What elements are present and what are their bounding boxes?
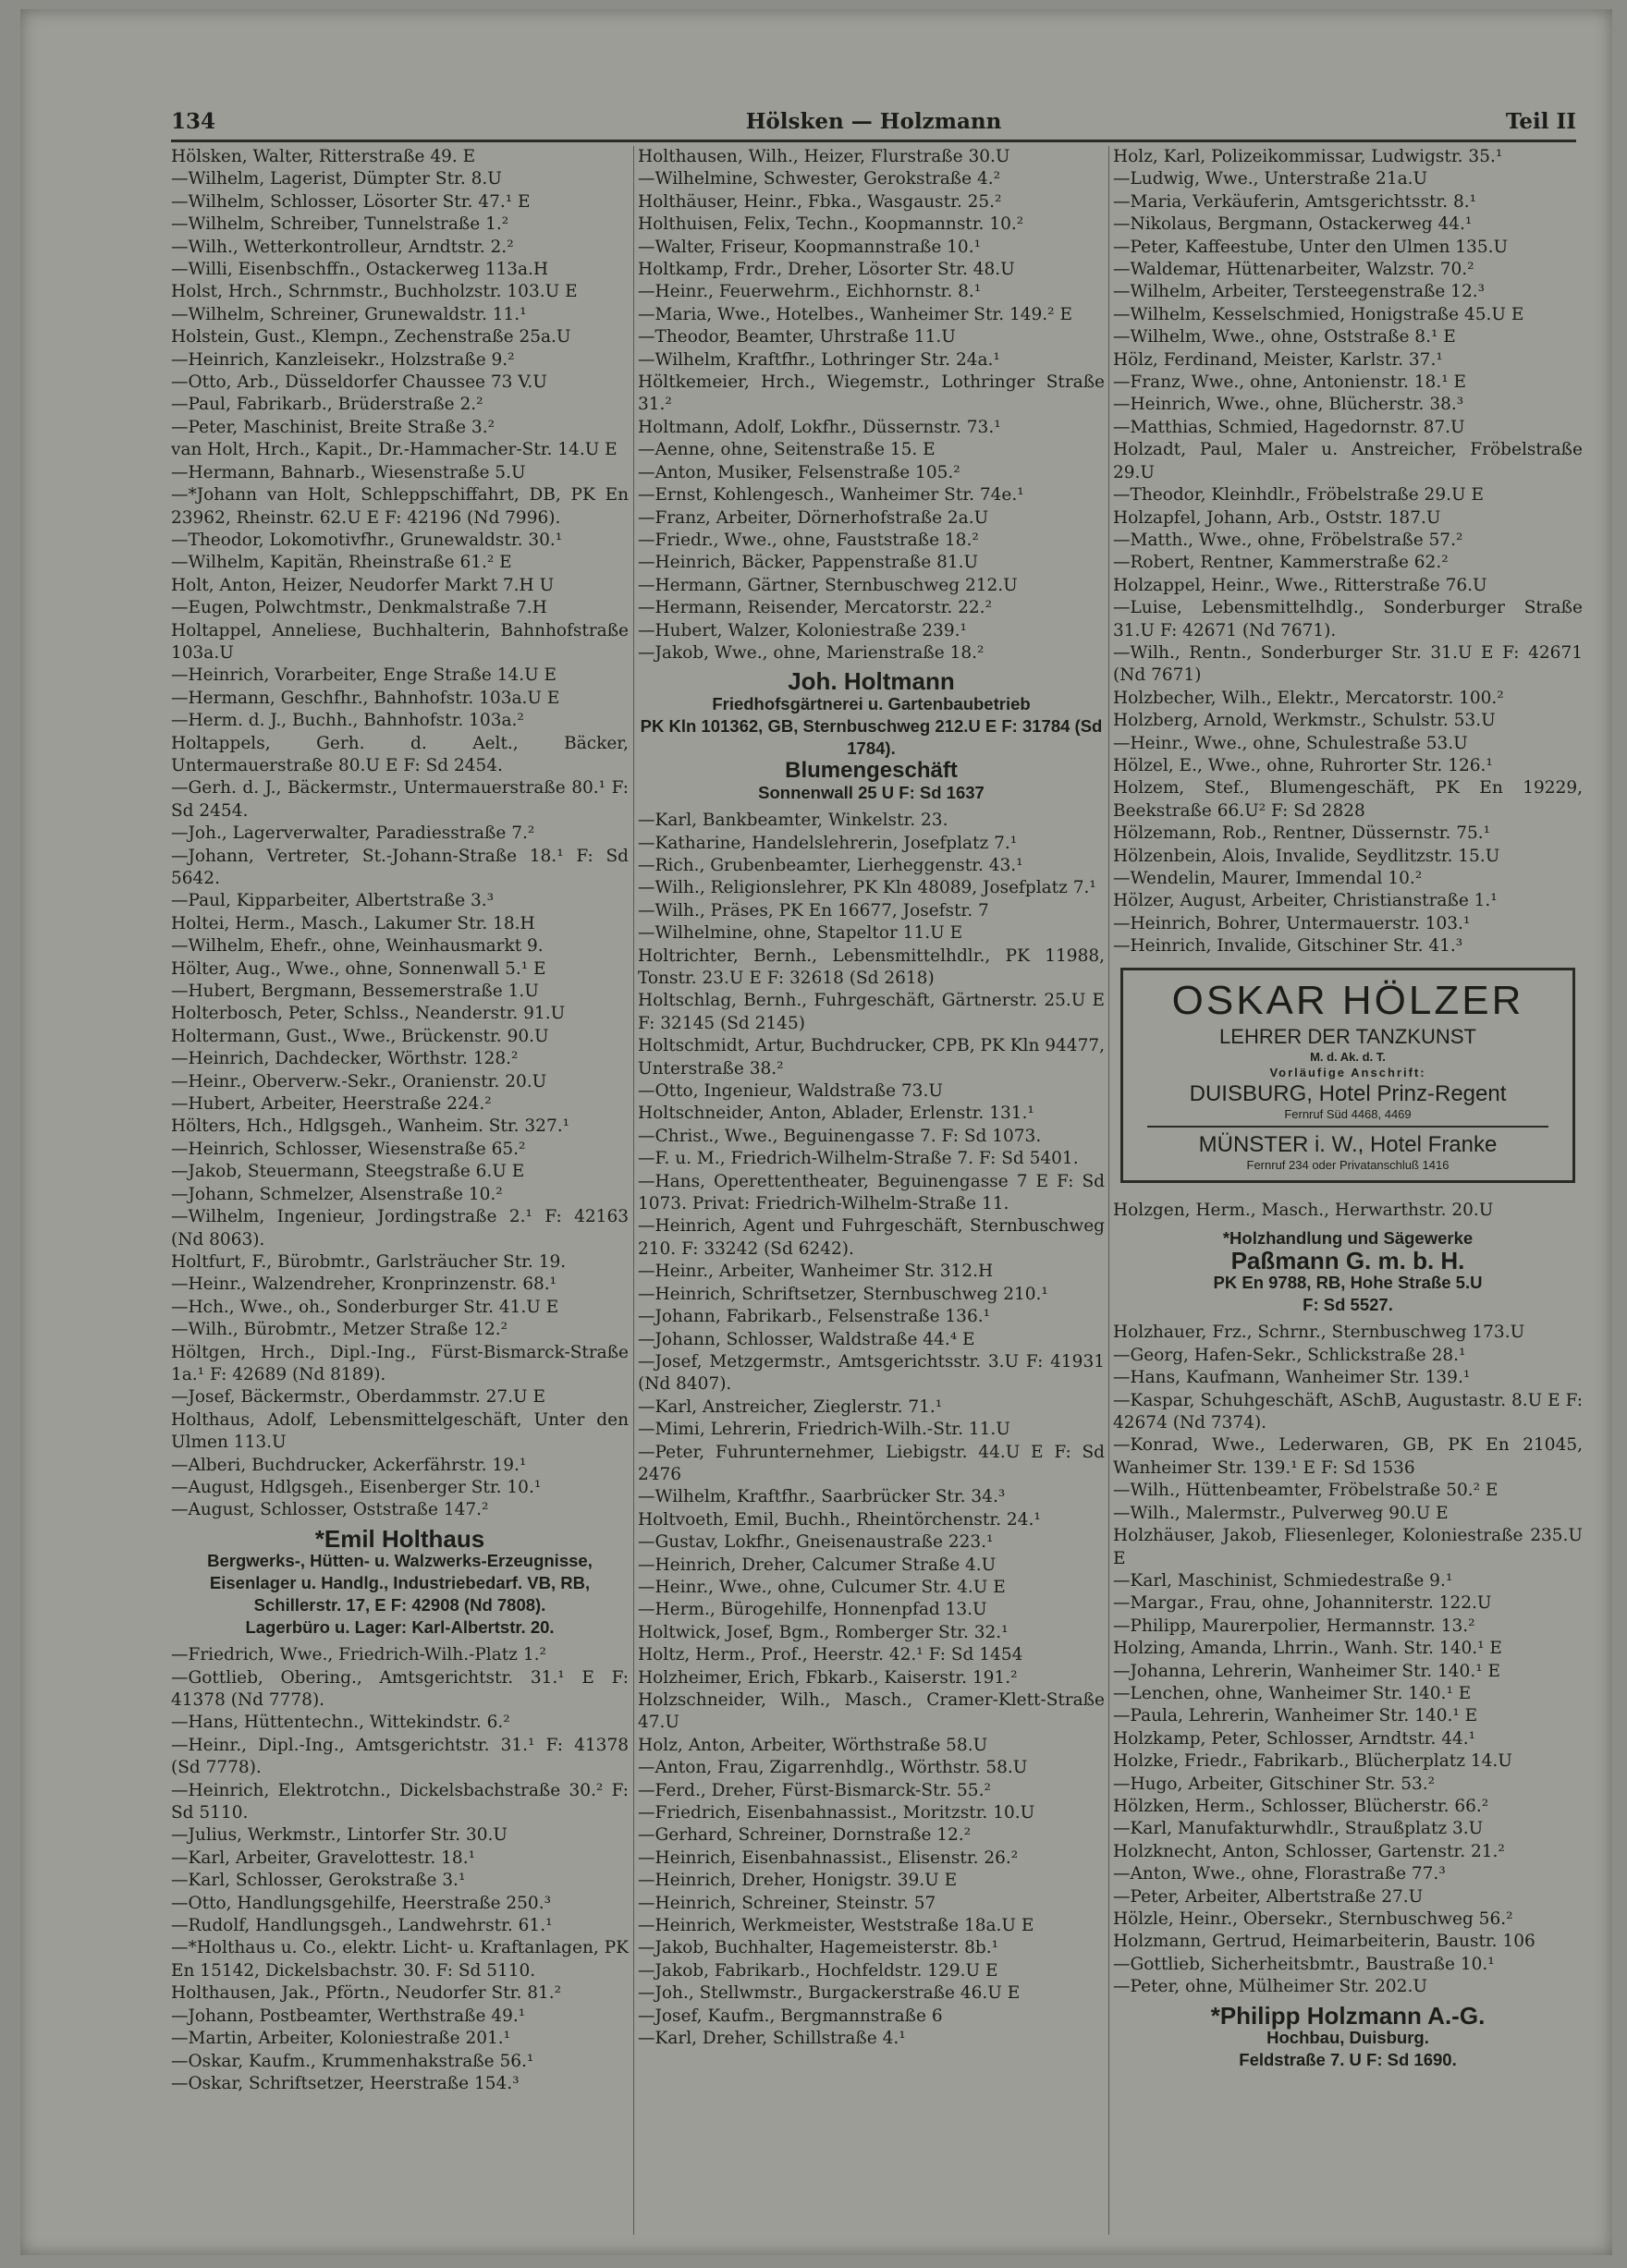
directory-entry: —Philipp, Maurerpolier, Hermannstr. 13.² — [1113, 1616, 1475, 1636]
directory-entry: Holzgen, Herm., Masch., Herwarthstr. 20.U — [1113, 1200, 1494, 1220]
ad-subheading: Blumengeschäft — [785, 757, 958, 783]
directory-entry: —Wilhelm, Schreiner, Grunewaldstr. 11.¹ — [171, 304, 527, 324]
directory-entry: Hölzemann, Rob., Rentner, Düssernstr. 75.¹ — [1113, 823, 1491, 844]
directory-entry: Holthausen, Wilh., Heizer, Flurstraße 30.U — [638, 147, 1010, 166]
ad-line: PK En 9788, RB, Hohe Straße 5.U — [1213, 1273, 1483, 1293]
directory-entry: Holt, Anton, Heizer, Neudorfer Markt 7.H U — [171, 575, 555, 595]
directory-entry: —Anton, Frau, Zigarrenhdlg., Wörthstr. 58.U — [638, 1758, 1028, 1778]
directory-entry: —Wilhelmine, ohne, Stapeltor 11.U E — [638, 923, 963, 944]
directory-entry: —Matthias, Schmied, Hagedornstr. 87.U — [1113, 417, 1465, 437]
ad-name: OSKAR HÖLZER — [1171, 977, 1524, 1023]
directory-entry: —Paula, Lehrerin, Wanheimer Str. 140.¹ E — [1113, 1706, 1478, 1726]
directory-entry: —Wilh., Malermstr., Pulverweg 90.U E — [1113, 1503, 1449, 1523]
directory-entry: —Wilh., Wetterkontrolleur, Arndtstr. 2.² — [171, 237, 514, 257]
directory-entry: —Katharine, Handelslehrerin, Josefplatz 7.¹ — [638, 833, 1018, 853]
directory-entry: —Heinrich, Vorarbeiter, Enge Straße 14.U E — [171, 665, 557, 686]
directory-entry: Holz, Anton, Arbeiter, Wörthstraße 58.U — [638, 1735, 988, 1755]
directory-entry: Holtmann, Adolf, Lokfhr., Düssernstr. 73.¹ — [638, 417, 1001, 437]
directory-entry: —F. u. M., Friedrich-Wilhelm-Straße 7. F: Sd 5401. — [638, 1149, 1079, 1169]
ad-passmann — [1113, 1227, 1583, 1316]
ad-title: LEHRER DER TANZKUNST — [1219, 1024, 1476, 1048]
directory-entry: —Heinrich, Wwe., ohne, Blücherstr. 38.³ — [1113, 395, 1464, 415]
directory-entry: —Anton, Wwe., ohne, Florastraße 77.³ — [1113, 1864, 1446, 1884]
directory-entry: —Wilh., Rentn., Sonderburger Str. 31.U E F: 42671 (Nd 7671) — [1113, 642, 1583, 686]
directory-entry: —Gerhard, Schreiner, Dornstraße 12.² — [638, 1825, 972, 1846]
ad-phone: Fernruf Süd 4468, 4469 — [1284, 1106, 1412, 1121]
directory-entry: Holzing, Amanda, Lhrrin., Wanh. Str. 140.¹ E — [1113, 1639, 1502, 1659]
directory-entry: —Maria, Verkäuferin, Amtsgerichtsstr. 8.¹ — [1113, 191, 1477, 212]
directory-entry: —Mimi, Lehrerin, Friedrich-Wilh.-Str. 11.U — [638, 1420, 1010, 1440]
directory-entry: Holzkamp, Peter, Schlosser, Arndtstr. 44.¹ — [1113, 1728, 1476, 1749]
directory-entry: —Walter, Friseur, Koopmannstraße 10.¹ — [638, 237, 982, 257]
directory-entry: —Johann, Postbeamter, Werthstraße 49.¹ — [171, 2006, 526, 2026]
directory-entry: —Matth., Wwe., ohne, Fröbelstraße 57.² — [1113, 530, 1463, 550]
directory-entry: —Oskar, Schriftsetzer, Heerstraße 154.³ — [171, 2073, 520, 2093]
directory-entry: —Heinrich, Dreher, Honigstr. 39.U E — [638, 1871, 958, 1891]
directory-entry: —Heinr., Dipl.-Ing., Amtsgerichtstr. 31.¹ F: 41378 (Sd 7778). — [171, 1735, 629, 1778]
directory-entry: —Joh., Lagerverwalter, Paradiesstraße 7.² — [171, 823, 535, 844]
ad-philipp-holzmann — [1113, 2001, 1583, 2071]
column-divider — [633, 146, 634, 2235]
directory-entry: —Rudolf, Handlungsgeh., Landwehrstr. 61.¹ — [171, 1916, 553, 1936]
directory-entry: Holzschneider, Wilh., Masch., Cramer-Klett-Straße 47.U — [638, 1690, 1105, 1733]
directory-entry: —Heinr., Wwe., ohne, Schulestraße 53.U — [1113, 733, 1468, 753]
directory-entry: —Wilh., Präses, PK En 16677, Josefstr. 7 — [638, 900, 989, 921]
directory-entry: Holtschmidt, Artur, Buchdrucker, CPB, PK Kln 94477, Unterstraße 38.² — [638, 1036, 1105, 1079]
directory-entry: —Friedr., Wwe., ohne, Fauststraße 18.² — [638, 530, 979, 550]
directory-entry: Holtappels, Gerh. d. Aelt., Bäcker, Untermauerstraße 80.U E F: Sd 2454. — [171, 733, 629, 775]
directory-entry: Hölzel, E., Wwe., ohne, Ruhrorter Str. 126.¹ — [1113, 755, 1493, 775]
ad-name: Paßmann G. m. b. H. — [1230, 1247, 1465, 1275]
ad-line: Hochbau, Duisburg. — [1266, 2028, 1429, 2048]
directory-entry: —Oskar, Kaufm., Krummenhakstraße 56.¹ — [171, 2051, 534, 2071]
directory-entry: —Karl, Manufakturwhdlr., Straußplatz 3.U — [1113, 1819, 1484, 1839]
directory-entry: Holstein, Gust., Klempn., Zechenstraße 25a.U — [171, 327, 571, 348]
directory-entry: —Kaspar, Schuhgeschäft, ASchB, Augustastr. 8.U E F: 42674 (Nd 7374). — [1113, 1390, 1583, 1433]
directory-entry: —Franz, Arbeiter, Dörnerhofstraße 2a.U — [638, 507, 989, 528]
directory-entry: —Alberi, Buchdrucker, Ackerfährstr. 19.¹ — [171, 1455, 527, 1475]
directory-entry: —Heinrich, Eisenbahnassist., Elisenstr. 26.² — [638, 1847, 1019, 1868]
directory-entry: Holthuisen, Felix, Techn., Koopmannstr. 10.² — [638, 214, 1024, 235]
directory-entry: Höltkemeier, Hrch., Wiegemstr., Lothringer Straße 31.² — [638, 372, 1105, 415]
ad-note: Vorläufige Anschrift: — [1269, 1065, 1426, 1079]
directory-entry: —Karl, Bankbeamter, Winkelstr. 23. — [638, 811, 948, 831]
directory-entry: —Wilhelmine, Schwester, Gerokstraße 4.² — [638, 169, 1001, 189]
directory-entry: —Johann, Vertreter, St.-Johann-Straße 18.¹ F: Sd 5642. — [171, 846, 629, 888]
ad-name: *Philipp Holzmann A.-G. — [1210, 2001, 1486, 2030]
directory-entry: —Johann, Schmelzer, Alsenstraße 10.² — [171, 1184, 503, 1204]
directory-entry: Holzem, Stef., Blumengeschäft, PK En 19229, Beekstraße 66.U² F: Sd 2828 — [1113, 778, 1583, 821]
directory-entry: —Hans, Operettentheater, Beguinengasse 7 E F: Sd 1073. Privat: Friedrich-Wilhelm-Straße 11. — [638, 1171, 1105, 1214]
ad-line: Sonnenwall 25 U F: Sd 1637 — [758, 783, 985, 803]
directory-entry: —Heinr., Arbeiter, Wanheimer Str. 312.H — [638, 1262, 994, 1282]
directory-entry: Holzbecher, Wilh., Elektr., Mercatorstr. 100.² — [1113, 688, 1504, 708]
directory-entry: Holzadt, Paul, Maler u. Anstreicher, Fröbelstraße 29.U — [1113, 440, 1583, 482]
directory-entry: —Wilhelm, Lagerist, Dümpter Str. 8.U — [171, 169, 502, 189]
directory-entry: Holzhäuser, Jakob, Fliesenleger, Koloniestraße 235.U E — [1113, 1526, 1583, 1568]
directory-entry: —Hermann, Bahnarb., Wiesenstraße 5.U — [171, 462, 526, 482]
directory-entry: —Hermann, Gärtner, Sternbuschweg 212.U — [638, 575, 1018, 595]
directory-entry: —Waldemar, Hüttenarbeiter, Walzstr. 70.² — [1113, 260, 1474, 280]
directory-entry: Holtvoeth, Emil, Buchh., Rheintörchenstr. 24.¹ — [638, 1509, 1041, 1530]
ad-city: MÜNSTER i. W., Hotel Franke — [1198, 1131, 1498, 1157]
directory-entry: —Josef, Metzgermstr., Amtsgerichtsstr. 3.U F: 41931 (Nd 8407). — [638, 1351, 1105, 1395]
ad-line: *Holzhandlung und Sägewerke — [1222, 1228, 1474, 1249]
directory-entry: —Wilhelm, Ehefr., ohne, Weinhausmarkt 9. — [171, 936, 544, 957]
header-rule — [171, 140, 1576, 142]
column-2 — [638, 146, 1105, 2235]
ad-line: Bergwerks-, Hütten- u. Walzwerks-Erzeugnisse, Eisenlager u. Handlg., Industriebedarf. VB, RB, Schillerstr. 17, E F: 42908 (Nd 7808). — [207, 1551, 593, 1616]
directory-entry: Holzmann, Gertrud, Heimarbeiterin, Baustr. 106 — [1113, 1932, 1535, 1952]
directory-entry: —Jakob, Steuermann, Steegstraße 6.U E — [171, 1162, 525, 1182]
directory-entry: —Otto, Arb., Düsseldorfer Chaussee 73 V.U — [171, 372, 547, 393]
directory-entry: —Gustav, Lokfhr., Gneisenaustraße 223.¹ — [638, 1532, 994, 1553]
ad-line: Feldstraße 7. U F: Sd 1690. — [1239, 2050, 1457, 2070]
directory-entry: —Wilhelm, Arbeiter, Tersteegenstraße 12.³ — [1113, 282, 1486, 302]
ad-line: Friedhofsgärtnerei u. Gartenbaubetrieb — [712, 693, 1031, 713]
directory-page — [20, 9, 1612, 2255]
directory-entry: —Herm. d. J., Buchh., Bahnhofstr. 103a.² — [171, 711, 524, 731]
ad-city: DUISBURG, Hotel Prinz-Regent — [1189, 1080, 1507, 1106]
directory-entry: —August, Hdlgsgeh., Eisenberger Str. 10.¹ — [171, 1477, 542, 1497]
directory-entry: —Hermann, Geschfhr., Bahnhofstr. 103a.U E — [171, 688, 560, 708]
directory-entry: —Jakob, Wwe., ohne, Marienstraße 18.² — [638, 642, 985, 663]
directory-entry: —Ludwig, Wwe., Unterstraße 21a.U — [1113, 169, 1428, 189]
directory-entry: Holtermann, Gust., Wwe., Brückenstr. 90.U — [171, 1026, 549, 1046]
directory-entry: —Gerh. d. J., Bäckermstr., Untermauerstraße 80.¹ F: Sd 2454. — [171, 778, 629, 821]
page-number: 134 — [171, 109, 216, 134]
ad-emil-holthaus — [171, 1524, 629, 1639]
directory-entry: —Franz, Wwe., ohne, Antonienstr. 18.¹ E — [1113, 372, 1467, 393]
ad-line: F: Sd 5527. — [1303, 1295, 1393, 1315]
directory-entry: —Hugo, Arbeiter, Gitschiner Str. 53.² — [1113, 1774, 1436, 1794]
directory-entry: Holtschlag, Bernh., Fuhrgeschäft, Gärtnerstr. 25.U E F: 32145 (Sd 2145) — [638, 991, 1105, 1033]
directory-entry: —Heinrich, Bohrer, Untermauerstr. 103.¹ — [1113, 913, 1471, 933]
directory-entry: —Hch., Wwe., oh., Sonderburger Str. 41.U E — [171, 1297, 559, 1317]
directory-entry: —Anton, Musiker, Felsenstraße 105.² — [638, 462, 960, 482]
directory-entry: Holzberg, Arnold, Werkmstr., Schulstr. 53.U — [1113, 711, 1496, 731]
directory-entry: Holtwick, Josef, Bgm., Romberger Str. 32.¹ — [638, 1622, 1009, 1642]
directory-entry: —Maria, Wwe., Hotelbes., Wanheimer Str. 149.² E — [638, 304, 1072, 324]
page-title: Hölsken — Holzmann — [745, 109, 1002, 134]
directory-entry: —Johanna, Lehrerin, Wanheimer Str. 140.¹ E — [1113, 1661, 1501, 1681]
directory-entry: —Georg, Hafen-Sekr., Schlickstraße 28.¹ — [1113, 1345, 1466, 1365]
ad-divider — [1147, 1126, 1548, 1128]
directory-entry: —Peter, Maschinist, Breite Straße 3.² — [171, 417, 495, 437]
directory-entry: Holthaus, Adolf, Lebensmittelgeschäft, Unter den Ulmen 113.U — [171, 1409, 629, 1453]
directory-entry: —Josef, Kaufm., Bergmannstraße 6 — [638, 2006, 943, 2026]
ad-joh-holtmann — [638, 667, 1105, 804]
directory-entry: Holthausen, Jak., Pförtn., Neudorfer Str. 81.² — [171, 1983, 562, 2004]
directory-entry: —Wilhelm, Kraftfhr., Saarbrücker Str. 34.³ — [638, 1487, 1006, 1507]
directory-entry: Höltgen, Hrch., Dipl.-Ing., Fürst-Bismarck-Straße 1a.¹ F: 42689 (Nd 8189). — [171, 1342, 629, 1384]
directory-entry: Holtrichter, Bernh., Lebensmittelhdlr., PK 11988, Tonstr. 23.U E F: 32618 (Sd 2618) — [638, 945, 1105, 988]
directory-entry: —Karl, Schlosser, Gerokstraße 3.¹ — [171, 1871, 466, 1891]
directory-entry: —Friedrich, Wwe., Friedrich-Wilh.-Platz 1.² — [171, 1645, 546, 1665]
directory-entry: Hölsken, Walter, Ritterstraße 49. E — [171, 147, 476, 166]
directory-entry: —*Johann van Holt, Schleppschiffahrt, DB, PK En 23962, Rheinstr. 62.U E F: 42196 (Nd 7996). — [171, 485, 629, 528]
directory-entry: —Gottlieb, Sicherheitsbmtr., Baustraße 10.¹ — [1113, 1954, 1495, 1974]
directory-entry: Holtfurt, F., Bürobmtr., Garlsträucher Str. 19. — [171, 1251, 567, 1272]
directory-entry: Hölzer, August, Arbeiter, Christianstraße 1.¹ — [1113, 891, 1498, 911]
directory-entry: —Heinr., Wwe., ohne, Culcumer Str. 4.U E — [638, 1577, 1006, 1597]
directory-entry: Holzappel, Heinr., Wwe., Ritterstraße 76.U — [1113, 575, 1487, 595]
ad-oskar-hoelzer — [1120, 968, 1575, 1183]
directory-entry: —Lenchen, ohne, Wanheimer Str. 140.¹ E — [1113, 1683, 1472, 1703]
directory-entry: —Nikolaus, Bergmann, Ostackerweg 44.¹ — [1113, 214, 1473, 235]
directory-entry: —Heinr., Oberverw.-Sekr., Oranienstr. 20.U — [171, 1071, 547, 1091]
directory-entry: —Otto, Handlungsgehilfe, Heerstraße 250.³ — [171, 1893, 552, 1913]
directory-entry: —Wilhelm, Kesselschmied, Honigstraße 45.U E — [1113, 304, 1524, 324]
directory-entry: —Heinrich, Dachdecker, Wörthstr. 128.² — [171, 1049, 519, 1069]
directory-entry: —Ernst, Kohlengesch., Wanheimer Str. 74e.¹ — [638, 485, 1024, 506]
directory-entry: —Heinrich, Agent und Fuhrgeschäft, Sternbuschweg 210. F: 33242 (Sd 6242). — [638, 1216, 1105, 1259]
directory-entry: —Wilh., Hüttenbeamter, Fröbelstraße 50.² E — [1113, 1481, 1499, 1501]
directory-entry: Holzknecht, Anton, Schlosser, Gartenstr. 21.² — [1113, 1841, 1505, 1861]
directory-entry: Hölter, Aug., Wwe., ohne, Sonnenwall 5.¹ E — [171, 958, 546, 979]
directory-entry: Holst, Hrch., Schrnmstr., Buchholzstr. 103.U E — [171, 282, 578, 302]
page-part: Teil II — [1505, 109, 1576, 134]
directory-entry: —Heinrich, Schlosser, Wiesenstraße 65.² — [171, 1139, 526, 1159]
directory-entry: Holz, Karl, Polizeikommissar, Ludwigstr. 35.¹ — [1113, 147, 1503, 166]
directory-entry: —Heinrich, Schriftsetzer, Sternbuschweg 210.¹ — [638, 1284, 1048, 1304]
directory-entry: —Wilhelm, Schlosser, Lösorter Str. 47.¹ E — [171, 191, 531, 212]
directory-entry: Holtz, Herm., Prof., Heerstr. 42.¹ F: Sd 1454 — [638, 1645, 1023, 1665]
directory-entry: —Aenne, ohne, Seitenstraße 15. E — [638, 440, 936, 460]
directory-entry: Holtkamp, Frdr., Dreher, Lösorter Str. 48.U — [638, 260, 1015, 280]
ad-name: Joh. Holtmann — [788, 667, 955, 696]
directory-entry: —Heinrich, Invalide, Gitschiner Str. 41.³ — [1113, 936, 1463, 957]
directory-entry: —Paul, Fabrikarb., Brüderstraße 2.² — [171, 395, 483, 415]
directory-entry: —Heinrich, Dreher, Calcumer Straße 4.U — [638, 1555, 997, 1575]
directory-entry: —Heinrich, Bäcker, Pappenstraße 81.U — [638, 553, 979, 573]
directory-entry: —Robert, Rentner, Kammerstraße 62.² — [1113, 553, 1449, 573]
directory-entry: —Johann, Schlosser, Waldstraße 44.⁴ E — [638, 1329, 975, 1349]
ad-phone: Fernruf 234 oder Privatanschluß 1416 — [1246, 1157, 1450, 1172]
directory-entry: Holtappel, Anneliese, Buchhalterin, Bahnhofstraße 103a.U — [171, 620, 629, 663]
directory-entry: —Theodor, Lokomotivfhr., Grunewaldstr. 30.¹ — [171, 530, 563, 550]
directory-entry: —Wilhelm, Schreiber, Tunnelstraße 1.² — [171, 214, 509, 235]
directory-entry: —Hubert, Arbeiter, Heerstraße 224.² — [171, 1094, 492, 1115]
directory-entry: —Wilhelm, Ingenieur, Jordingstraße 2.¹ F: 42163 (Nd 8063). — [171, 1207, 629, 1250]
directory-entry: —Gottlieb, Obering., Amtsgerichtstr. 31.¹ E F: 41378 (Nd 7778). — [171, 1667, 629, 1710]
directory-entry: —Peter, ohne, Mülheimer Str. 202.U — [1113, 1977, 1427, 1997]
directory-entry: —Christ., Wwe., Beguinengasse 7. F: Sd 1073. — [638, 1126, 1042, 1146]
directory-entry: —Peter, Kaffeestube, Unter den Ulmen 135.U — [1113, 237, 1509, 257]
directory-entry: —Jakob, Buchhalter, Hagemeisterstr. 8b.¹ — [638, 1938, 998, 1958]
ad-line: Lagerbüro u. Lager: Karl-Albertstr. 20. — [245, 1617, 555, 1638]
directory-entry: —Hermann, Reisender, Mercatorstr. 22.² — [638, 598, 992, 618]
directory-entry: —Wilhelm, Wwe., ohne, Oststraße 8.¹ E — [1113, 327, 1456, 348]
directory-entry: —Theodor, Beamter, Uhrstraße 11.U — [638, 327, 956, 348]
directory-entry: van Holt, Hrch., Kapit., Dr.-Hammacher-Str. 14.U E — [171, 440, 618, 460]
directory-entry: —Eugen, Polwchtmstr., Denkmalstraße 7.H — [171, 598, 547, 618]
directory-entry: —Heinrich, Kanzleisekr., Holzstraße 9.² — [171, 349, 515, 370]
directory-entry: —August, Schlosser, Oststraße 147.² — [171, 1500, 489, 1520]
directory-entry: —Wendelin, Maurer, Immendal 10.² — [1113, 869, 1423, 888]
directory-entry: —*Holthaus u. Co., elektr. Licht- u. Kraftanlagen, PK En 15142, Dickelsbachstr. 30. F: Sd 5110. — [171, 1938, 629, 1981]
directory-entry: —Heinrich, Elektrotchn., Dickelsbachstraße 30.² F: Sd 5110. — [171, 1780, 629, 1823]
directory-entry: —Otto, Ingenieur, Waldstraße 73.U — [638, 1081, 943, 1102]
directory-entry: —Joh., Stellwmstr., Burgackerstraße 46.U E — [638, 1983, 1021, 2004]
directory-entry: Holzhauer, Frz., Schrnr., Sternbuschweg 173.U — [1113, 1323, 1525, 1343]
directory-entry: —Peter, Arbeiter, Albertstraße 27.U — [1113, 1886, 1424, 1907]
column-3 — [1113, 146, 1583, 2235]
directory-entry: —Heinr., Walzendreher, Kronprinzenstr. 68.¹ — [171, 1274, 557, 1295]
directory-entry: Hölzle, Heinr., Obersekr., Sternbuschweg 56.² — [1113, 1909, 1513, 1929]
directory-entry: Hölzken, Herm., Schlosser, Blücherstr. 66.² — [1113, 1796, 1489, 1816]
directory-entry: Holtschneider, Anton, Ablader, Erlenstr. 131.¹ — [638, 1104, 1034, 1124]
directory-entry: —Margar., Frau, ohne, Johanniterstr. 122.U — [1113, 1593, 1492, 1614]
directory-entry: —Wilhelm, Kapitän, Rheinstraße 61.² E — [171, 553, 512, 573]
column-divider — [1108, 146, 1109, 2235]
directory-entry: Holzapfel, Johann, Arb., Oststr. 187.U — [1113, 507, 1441, 528]
directory-entry: —Konrad, Wwe., Lederwaren, GB, PK En 21045, Wanheimer Str. 139.¹ E F: Sd 1536 — [1113, 1435, 1583, 1478]
directory-entry: —Heinr., Feuerwehrm., Eichhornstr. 8.¹ — [638, 282, 982, 302]
directory-entry: Holzheimer, Erich, Fbkarb., Kaiserstr. 191.² — [638, 1667, 1018, 1688]
directory-entry: —Heinrich, Werkmeister, Weststraße 18a.U E — [638, 1916, 1034, 1936]
directory-entry: —Paul, Kipparbeiter, Albertstraße 3.³ — [171, 891, 495, 911]
directory-entry: —Friedrich, Eisenbahnassist., Moritzstr. 10.U — [638, 1803, 1035, 1823]
directory-entry: —Rich., Grubenbeamter, Lierheggenstr. 43.¹ — [638, 855, 1023, 875]
directory-entry: —Karl, Arbeiter, Gravelottestr. 18.¹ — [171, 1847, 475, 1868]
directory-entry: —Peter, Fuhrunternehmer, Liebigstr. 44.U E F: Sd 2476 — [638, 1442, 1105, 1484]
page-header — [171, 109, 1576, 139]
directory-entry: —Heinrich, Schreiner, Steinstr. 57 — [638, 1893, 936, 1913]
directory-entry: —Karl, Anstreicher, Zieglerstr. 71.¹ — [638, 1396, 943, 1417]
directory-entry: —Julius, Werkmstr., Lintorfer Str. 30.U — [171, 1825, 508, 1846]
directory-entry: Hölz, Ferdinand, Meister, Karlstr. 37.¹ — [1113, 349, 1443, 370]
directory-entry: Holterbosch, Peter, Schlss., Neanderstr. 91.U — [171, 1004, 566, 1024]
directory-entry: —Karl, Maschinist, Schmiedestraße 9.¹ — [1113, 1570, 1453, 1591]
directory-entry: —Hubert, Walzer, Koloniestraße 239.¹ — [638, 620, 967, 640]
ad-name: *Emil Holthaus — [314, 1524, 485, 1553]
directory-entry: —Hans, Hüttentechn., Wittekindstr. 6.² — [171, 1713, 510, 1733]
directory-entry: —Karl, Dreher, Schillstraße 4.¹ — [638, 2029, 906, 2049]
directory-entry: —Hans, Kaufmann, Wanheimer Str. 139.¹ — [1113, 1368, 1471, 1388]
directory-entry: Holtei, Herm., Masch., Lakumer Str. 18.H — [171, 913, 535, 933]
directory-entry: —Wilh., Religionslehrer, PK Kln 48089, Josefplatz 7.¹ — [638, 878, 1096, 898]
directory-entry: Holzke, Friedr., Fabrikarb., Blücherplatz 14.U — [1113, 1751, 1512, 1772]
directory-entry: —Luise, Lebensmittelhdlg., Sonderburger Straße 31.U F: 42671 (Nd 7671). — [1113, 598, 1583, 640]
directory-entry: Hölters, Hch., Hdlgsgeh., Wanheim. Str. 327.¹ — [171, 1116, 570, 1137]
directory-entry: —Wilhelm, Kraftfhr., Lothringer Str. 24a.¹ — [638, 349, 1000, 370]
directory-entry: —Theodor, Kleinhdlr., Fröbelstraße 29.U E — [1113, 485, 1484, 506]
directory-entry: —Martin, Arbeiter, Koloniestraße 201.¹ — [171, 2029, 511, 2049]
ad-member: M. d. Ak. d. T. — [1310, 1049, 1386, 1064]
directory-entry: —Jakob, Fabrikarb., Hochfeldstr. 129.U E — [638, 1960, 998, 1981]
column-1 — [171, 146, 629, 2235]
directory-entry: Holthäuser, Heinr., Fbka., Wasgaustr. 25.² — [638, 191, 1002, 212]
ad-line: PK Kln 101362, GB, Sternbuschweg 212.U E F: 31784 (Sd 1784). — [640, 715, 1103, 758]
directory-entry: —Hubert, Bergmann, Bessemerstraße 1.U — [171, 982, 539, 1002]
directory-entry: Hölzenbein, Alois, Invalide, Seydlitzstr. 15.U — [1113, 846, 1500, 866]
directory-entry: —Josef, Bäckermstr., Oberdammstr. 27.U E — [171, 1387, 546, 1408]
directory-entry: —Willi, Eisenbschffn., Ostackerweg 113a.H — [171, 260, 549, 280]
directory-entry: —Wilh., Bürobmtr., Metzer Straße 12.² — [171, 1320, 508, 1340]
directory-entry: —Johann, Fabrikarb., Felsenstraße 136.¹ — [638, 1307, 991, 1327]
directory-entry: —Ferd., Dreher, Fürst-Bismarck-Str. 55.² — [638, 1780, 991, 1800]
directory-entry: —Herm., Bürogehilfe, Honnenpfad 13.U — [638, 1600, 987, 1620]
